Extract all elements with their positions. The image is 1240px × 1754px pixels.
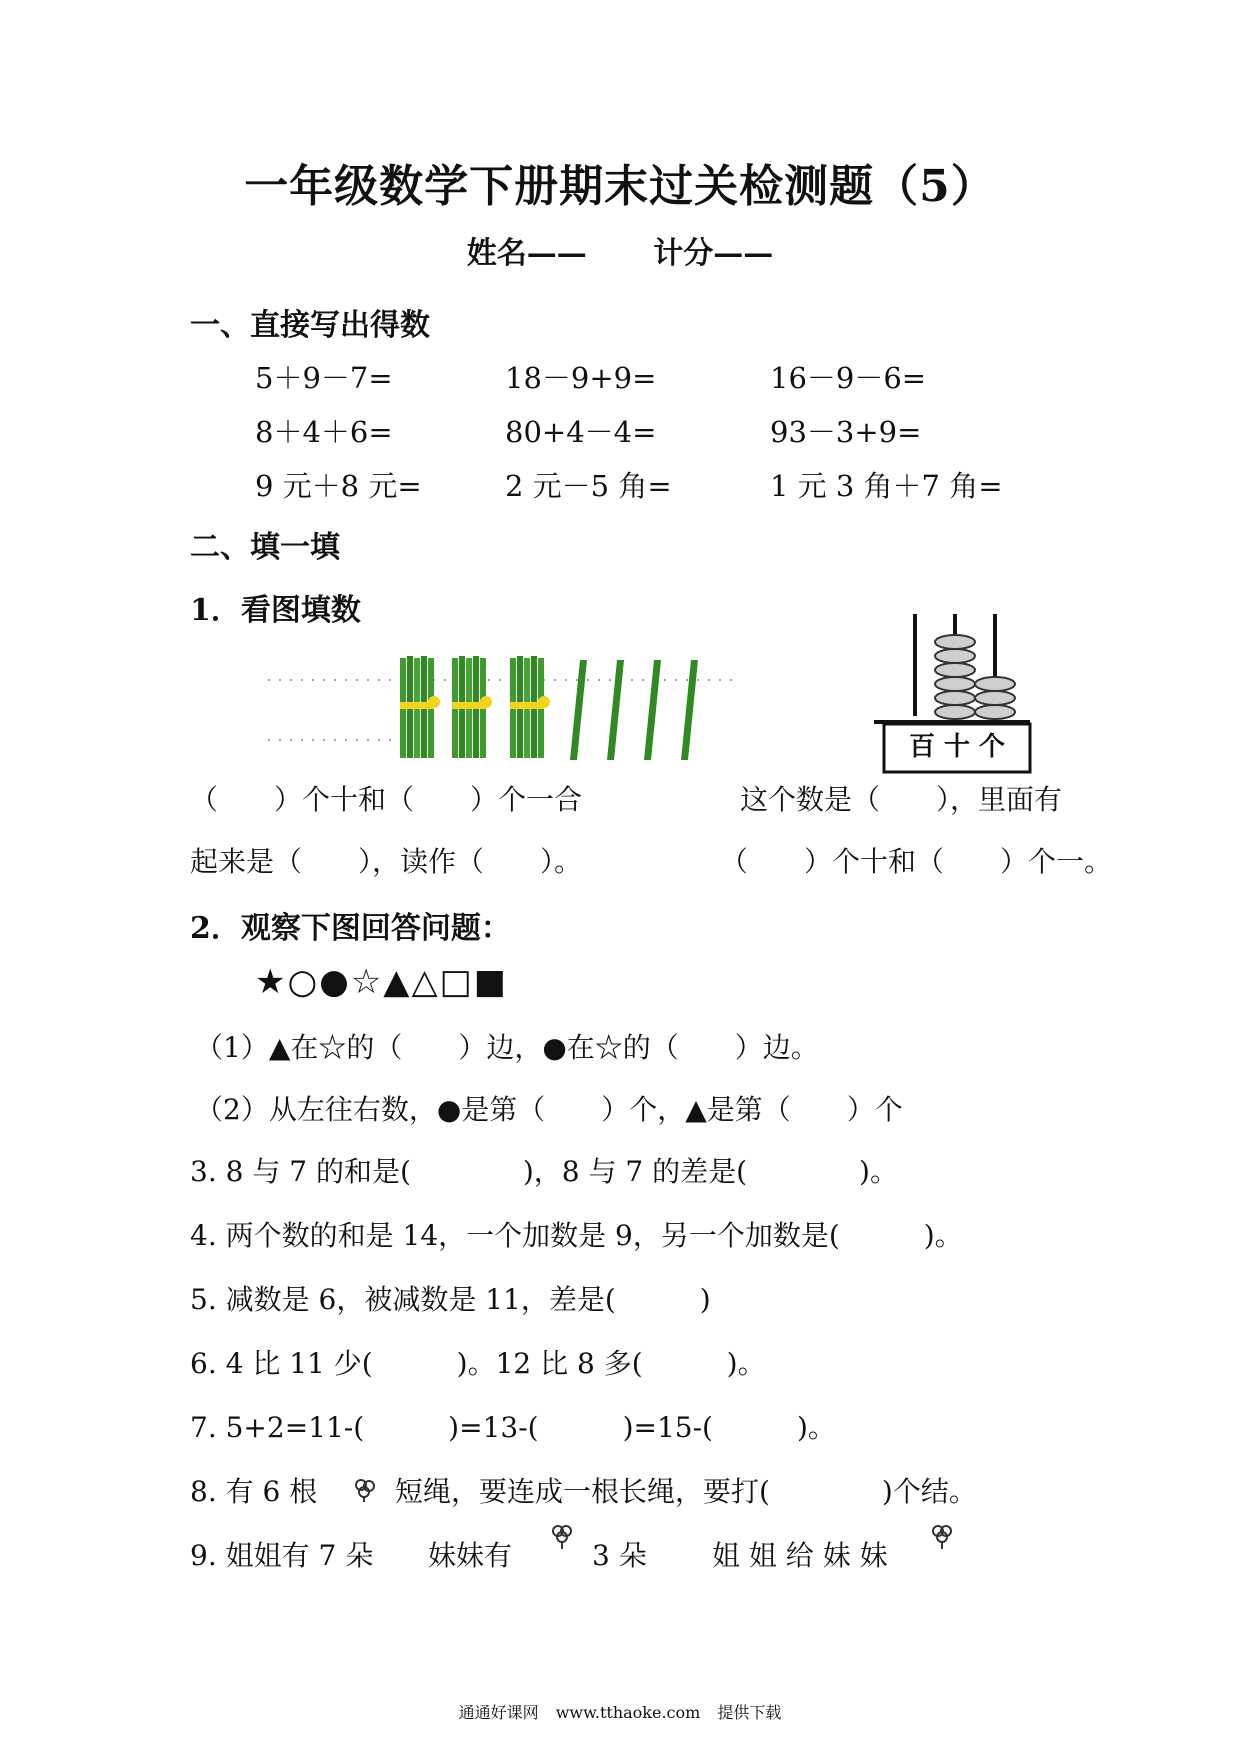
name-score-line <box>0 228 1240 272</box>
abacus-bead <box>935 635 975 649</box>
footer-note: 提供下载 <box>717 1703 782 1722</box>
abacus-bead <box>935 649 975 663</box>
q9-text: 3 朵 <box>592 1539 647 1572</box>
q1-text: 这个数是（ ），里面有 <box>740 783 1063 816</box>
q5: 5. 减数是 6，被减数是 11，差是( ) <box>190 1283 711 1316</box>
equation: 5＋9－7= <box>255 361 393 395</box>
q8-end: 短绳，要连成一根长绳，要打( )个结。 <box>395 1475 977 1508</box>
q4: 4. 两个数的和是 14，一个加数是 9，另一个加数是( )。 <box>190 1219 963 1252</box>
equation: 9 元＋8 元= <box>255 469 422 503</box>
single-stick <box>644 660 661 760</box>
abacus-bead <box>975 677 1015 691</box>
flower-icon <box>928 1522 956 1550</box>
footer-site: 通通好课网 <box>458 1703 539 1722</box>
equation: 93－3+9= <box>770 415 922 449</box>
equation: 16－9－6= <box>770 361 927 395</box>
q7: 7. 5+2=11-( )=13-( )=15-( )。 <box>190 1411 836 1444</box>
q9-end: 姐 姐 给 妹 妹 <box>712 1539 888 1572</box>
q1-label: 1．看图填数 <box>190 593 361 628</box>
equation: 1 元 3 角＋7 角= <box>770 469 1003 503</box>
equation: 8＋4＋6= <box>255 415 393 449</box>
q9-text: 妹妹有 <box>428 1539 513 1572</box>
footer-url[interactable]: www.tthaoke.com <box>555 1703 701 1722</box>
q2-sub1: （1）▲在☆的（ ）边，●在☆的（ ）边。 <box>195 1031 819 1064</box>
abacus-bead <box>975 705 1015 719</box>
q8-start: 8. 有 6 根 <box>190 1475 318 1508</box>
abacus-bead <box>975 691 1015 705</box>
equation: 18－9+9= <box>505 361 657 395</box>
equation: 2 元－5 角= <box>505 469 672 503</box>
q2-sub2: （2）从左往右数，●是第（ ）个，▲是第（ ）个 <box>195 1093 903 1126</box>
bundle-of-ten <box>452 656 492 758</box>
single-stick <box>570 660 587 760</box>
name-label: 姓名—— <box>466 236 587 271</box>
q1-text: （ ）个十和（ ）个一合 <box>190 783 583 816</box>
single-stick <box>681 660 698 760</box>
section1-heading: 一、直接写出得数 <box>190 308 430 343</box>
shape-sequence: ★○●☆▲△□■ <box>255 962 508 1002</box>
abacus-place-labels: 百 十 个 <box>908 732 1006 762</box>
abacus-bead <box>935 705 975 719</box>
single-stick <box>607 660 624 760</box>
bundle-of-ten <box>510 656 550 758</box>
abacus-bead <box>935 663 975 677</box>
abacus-bead <box>935 691 975 705</box>
section2-heading: 二、填一填 <box>190 530 340 565</box>
q9-start: 9. 姐姐有 7 朵 <box>190 1539 374 1572</box>
counting-sticks-figure <box>260 650 740 765</box>
footer <box>0 1700 1240 1723</box>
score-label: 计分—— <box>653 236 774 271</box>
page-title: 一年级数学下册期末过关检测题（5） <box>244 161 996 212</box>
flower-icon <box>548 1522 576 1550</box>
equation: 80+4－4= <box>505 415 657 449</box>
rope-icon <box>352 1476 378 1502</box>
q1-text: 起来是（ ），读作（ ）。 <box>190 845 583 878</box>
q2-label: 2．观察下图回答问题： <box>190 911 511 946</box>
abacus-bead <box>935 677 975 691</box>
bundle-of-ten <box>400 656 440 758</box>
q3: 3. 8 与 7 的和是( )，8 与 7 的差是( )。 <box>190 1155 898 1188</box>
q6: 6. 4 比 11 少( )。12 比 8 多( )。 <box>190 1347 766 1380</box>
q1-text: （ ）个十和（ ）个一。 <box>720 845 1113 878</box>
